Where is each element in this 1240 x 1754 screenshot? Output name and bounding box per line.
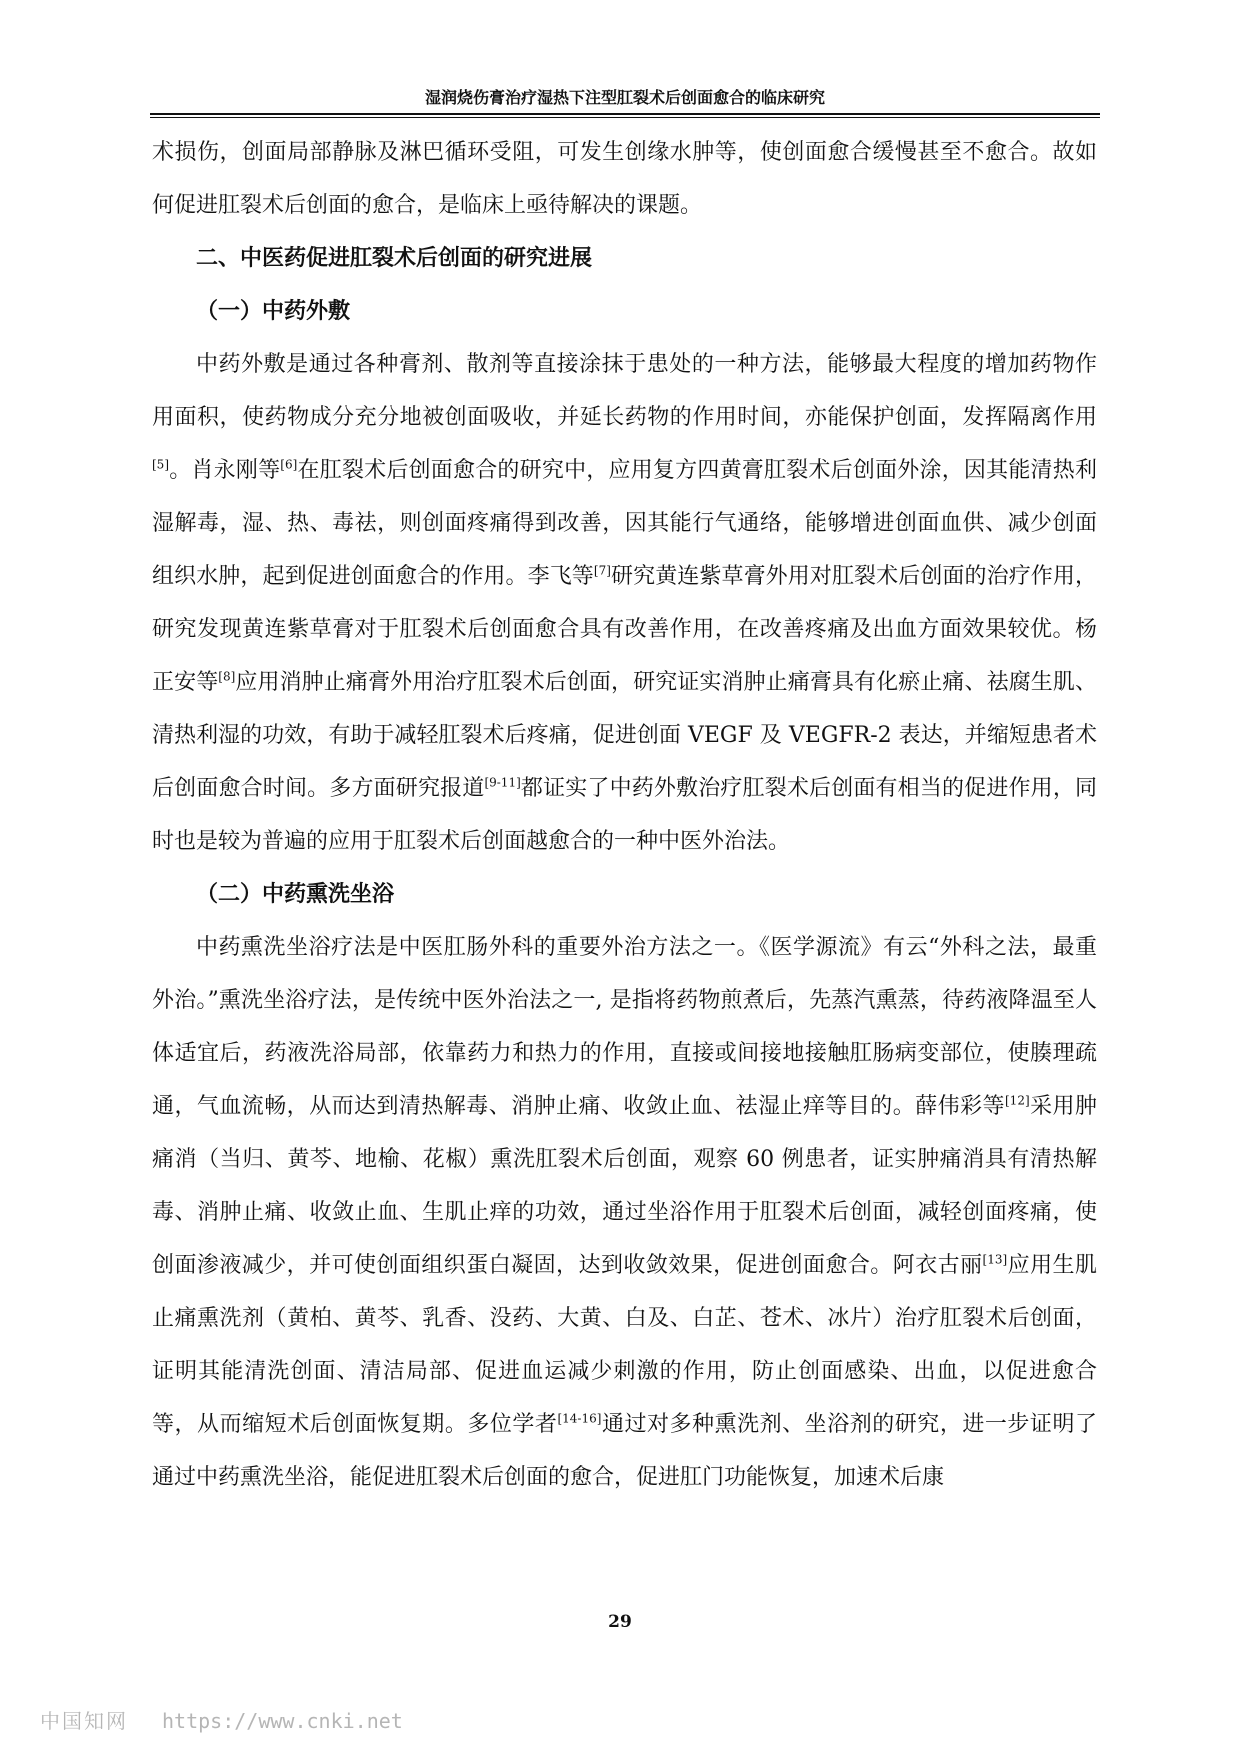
citation-ref-8: [8]	[218, 669, 236, 684]
citation-ref-12: [12]	[1005, 1093, 1030, 1108]
page-body	[152, 126, 1097, 1504]
section-heading: 二、中医药促进肛裂术后创面的研究进展	[196, 246, 593, 271]
text-run: 采用肿痛消（当归、黄芩、地榆、花椒）熏洗肛裂术后创面，观察 60 例患者，证实肿痛消具有清热解毒、消肿止痛、收敛止血、生肌止痒的功效，通过坐浴作用于肛裂术后创面，减轻创面疼痛，使创面渗液减少，并可使创面组织蛋白凝固，达到收敛效果，促进创面愈合。阿衣古丽	[152, 1094, 1097, 1278]
text-run: 通过对多种熏洗剂、坐浴剂的研究，进一步证明了通过中药熏洗坐浴，能促进肛裂术后创面的愈合，促进肛门功能恢复，加速术后康	[152, 1412, 1097, 1490]
paragraph-fumigation-sitz-bath	[152, 921, 1097, 1504]
subsection-heading-fumigation: （二）中药熏洗坐浴	[196, 882, 395, 907]
page-number: 29	[608, 1612, 632, 1632]
citation-ref-13: [13]	[982, 1252, 1008, 1267]
text-run: 中药熏洗坐浴疗法是中医肛肠外科的重要外治方法之一。《医学源流》有云“外科之法，最重外治。”熏洗坐浴疗法，是传统中医外治法之一, 是指将药物煎煮后，先蒸汽熏蒸，待药液降温至人体适宜后，药液洗浴局部，依靠药力和热力的作用，直接或间接地接触肛肠病变部位，使腠理疏通，气血流畅，从而达到清热解毒、消肿止痛、收敛止血、祛湿止痒等目的。薛伟彩等	[152, 935, 1097, 1119]
header-rule-thin	[150, 117, 1100, 118]
header-rule	[150, 113, 1100, 115]
citation-ref-7: [7]	[593, 563, 611, 578]
text-run: 都证实了中药外敷治疗肛裂术后创面有相当的促进作用，同时也是较为普遍的应用于肛裂术后创面越愈合的一种中医外治法。	[152, 776, 1097, 854]
subsection-heading-topical: （一）中药外敷	[196, 299, 351, 324]
paragraph-continued: 术损伤，创面局部静脉及淋巴循环受阻，可发生创缘水肿等，使创面愈合缓慢甚至不愈合。故如何促进肛裂术后创面的愈合，是临床上亟待解决的课题。	[152, 140, 1097, 218]
cnki-watermark	[40, 1705, 403, 1734]
text-run: 应用消肿止痛膏外用治疗肛裂术后创面，研究证实消肿止痛膏具有化瘀止痛、祛腐生肌、清热利湿的功效，有助于减轻肛裂术后疼痛，促进创面 VEGF 及 VEGFR-2 表达，并缩短患者术后创面愈合时间。多方面研究报道	[152, 670, 1097, 801]
citation-ref-5: [5]	[152, 457, 169, 472]
running-header: 湿润烧伤膏治疗湿热下注型肛裂术后创面愈合的临床研究	[424, 88, 825, 107]
text-run: 。肖永刚等	[169, 458, 281, 483]
watermark-url: https://www.cnki.net	[162, 1709, 403, 1733]
text-run: 研究黄连紫草膏外用对肛裂术后创面的治疗作用，研究发现黄连紫草膏对于肛裂术后创面愈合具有改善作用，在改善疼痛及出血方面效果较优。杨正安等	[152, 564, 1097, 695]
citation-ref-14-16: [14-16]	[557, 1411, 602, 1426]
paragraph-topical-application	[152, 338, 1097, 868]
text-run: 中药外敷是通过各种膏剂、散剂等直接涂抹于患处的一种方法，能够最大程度的增加药物作用面积，使药物成分充分地被创面吸收，并延长药物的作用时间，亦能保护创面，发挥隔离作用	[152, 352, 1097, 430]
text-run: 应用生肌止痛熏洗剂（黄柏、黄芩、乳香、没药、大黄、白及、白芷、苍术、冰片）治疗肛裂术后创面，证明其能清洗创面、清洁局部、促进血运减少刺激的作用，防止创面感染、出血，以促进愈合等，从而缩短术后创面恢复期。多位学者	[152, 1253, 1097, 1437]
citation-ref-9-11: [9-11]	[484, 775, 521, 790]
watermark-brand: 中国知网	[40, 1709, 128, 1733]
citation-ref-6: [6]	[280, 457, 298, 472]
text-run: 在肛裂术后创面愈合的研究中，应用复方四黄膏肛裂术后创面外涂，因其能清热利湿解毒，湿、热、毒祛，则创面疼痛得到改善，因其能行气通络，能够增进创面血供、减少创面组织水肿，起到促进创面愈合的作用。李飞等	[152, 458, 1097, 589]
